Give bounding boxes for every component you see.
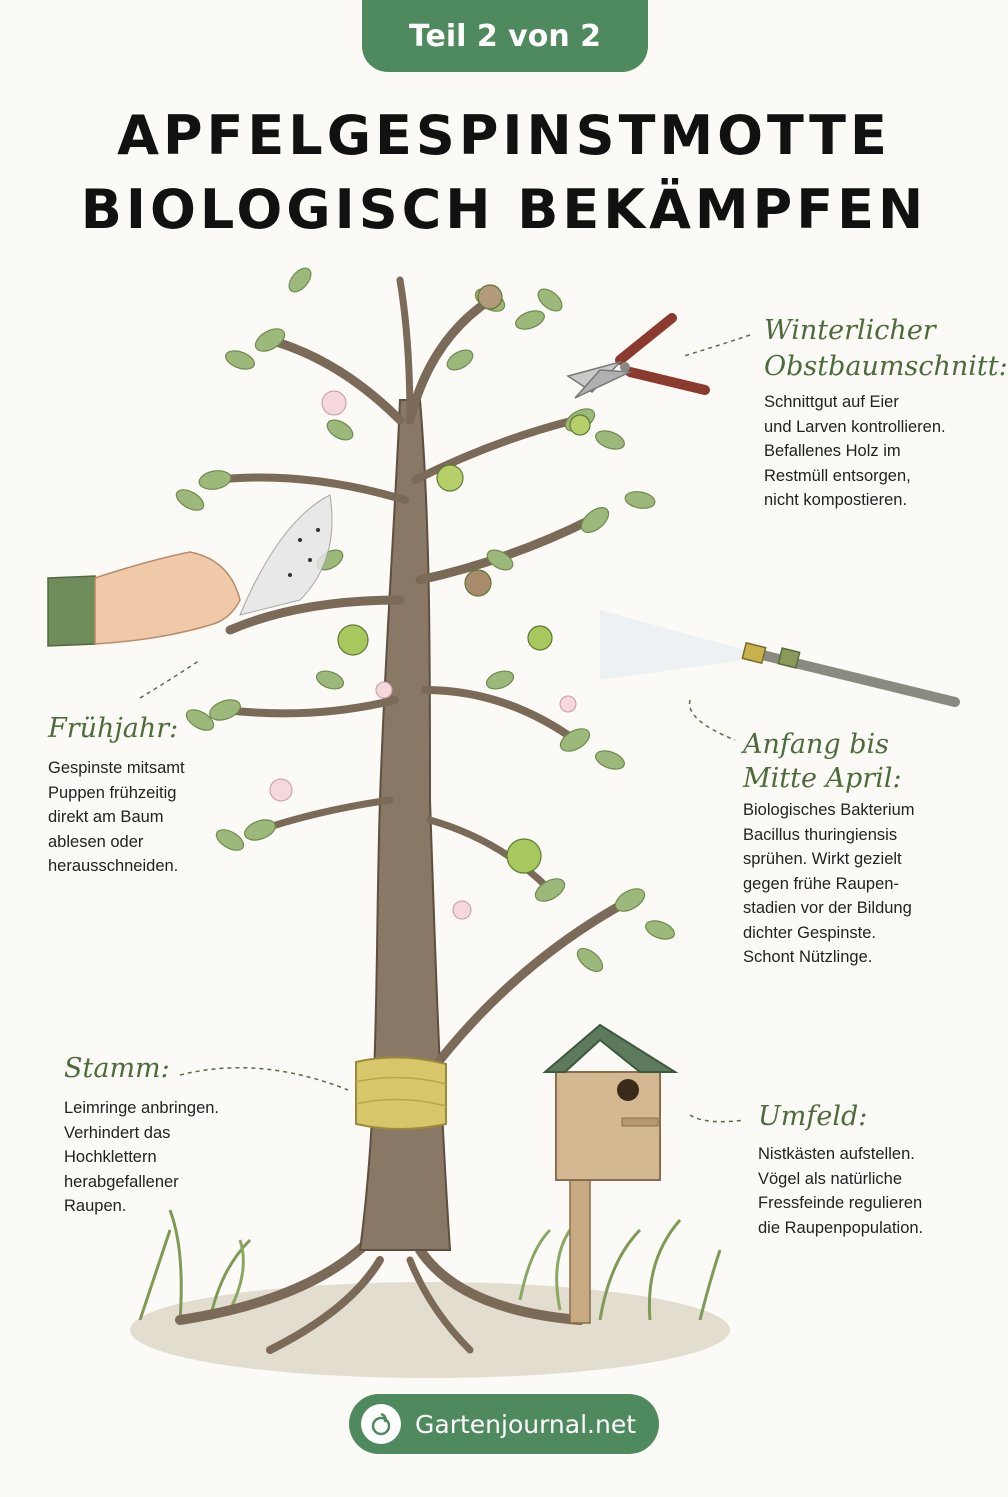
stamm-line: Verhindert das [64,1123,171,1142]
winter-heading-line-2: Obstbaumschnitt: [764,351,1008,382]
footer-site-name: Gartenjournal.net [415,1409,637,1439]
stamm-text [64,1096,219,1219]
winter-line: Schnittgut auf Eier [764,393,899,411]
umfeld-heading: Umfeld: [758,1101,868,1132]
part-badge: Teil 2 von 2 [362,0,648,72]
footer-badge[interactable] [349,1394,659,1454]
hand-icon [48,552,240,646]
page-title-line-1: APFELGESPINSTMOTTE [117,104,891,167]
gartenjournal-logo-icon [361,1404,401,1444]
pruning-shears-icon [568,318,705,398]
fruehjahr-line: Gespinste mitsamt [48,759,185,777]
page-title-line-2: BIOLOGISCH BEKÄMPFEN [80,178,928,241]
umfeld-line: Vögel als natürliche [758,1169,903,1188]
april-line: dichter Gespinste. [743,923,876,942]
fruehjahr-line: direkt am Baum [48,808,164,826]
fruehjahr-line: Puppen frühzeitig [48,783,177,802]
april-text [743,798,915,970]
umfeld-line: Nistkästen aufstellen. [758,1145,915,1163]
winter-line: nicht kompostieren. [764,491,908,509]
april-line: gegen frühe Raupen- [743,874,899,893]
april-line: Schont Nützlinge. [743,948,873,966]
stamm-heading: Stamm: [64,1053,170,1084]
umfeld-line: Fressfeinde regulieren [758,1194,923,1212]
fruehjahr-line: herausschneiden. [48,857,179,875]
april-line: stadien vor der Bildung [743,899,912,917]
april-heading-line-2: Mitte April: [743,763,902,794]
web-nest-icon [240,495,332,615]
fruehjahr-heading: Frühjahr: [48,713,179,744]
fruehjahr-line: ablesen oder [48,832,144,851]
april-line: Bacillus thuringiensis [743,825,898,844]
april-line: sprühen. Wirkt gezielt [743,850,902,868]
spray-nozzle-icon [600,610,955,702]
stamm-line: Leimringe anbringen. [64,1099,220,1117]
april-heading-line-1: Anfang bis [743,729,890,760]
stamm-line: Raupen. [64,1197,127,1215]
glue-band-icon [356,1057,446,1129]
winter-heading-line-1: Winterlicher [764,315,936,346]
winter-text [764,390,946,513]
stamm-line: Hochklettern [64,1148,157,1166]
winter-line: Restmüll entsorgen, [764,466,911,485]
umfeld-text [758,1142,923,1240]
fruehjahr-text [48,756,185,879]
stamm-line: herabgefallener [64,1172,179,1191]
winter-line: Befallenes Holz im [764,442,901,460]
umfeld-line: die Raupenpopulation. [758,1218,924,1237]
april-line: Biologisches Bakterium [743,801,915,819]
winter-line: und Larven kontrollieren. [764,417,946,436]
